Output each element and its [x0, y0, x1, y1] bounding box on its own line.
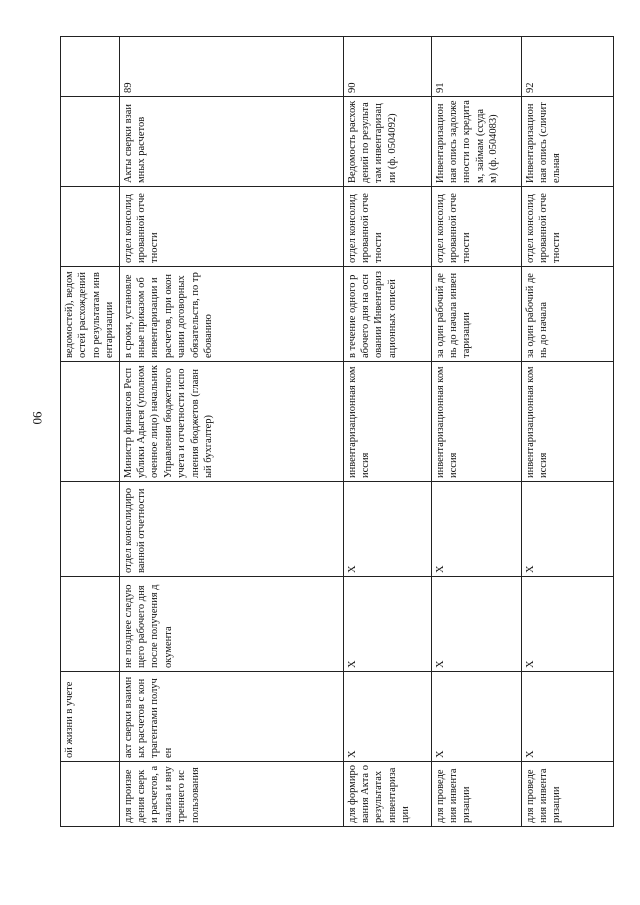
cell-basis: Х [521, 672, 613, 762]
cell-cont-4 [61, 482, 120, 577]
cell-purpose: для проведения инвентаризации [431, 762, 521, 827]
cell-basis: акт сверки взаимных расчетов с контрагентами получен [119, 672, 343, 762]
cell-basis: Х [343, 672, 431, 762]
cell-row-number: 91 [431, 37, 521, 97]
cell-doc-name: Ведомость расхождений по результатам инвентаризации (ф. 0504092) [343, 97, 431, 187]
table-row [343, 37, 431, 827]
cell-signer: инвентаризационная комиссия [521, 362, 613, 482]
cell-cont-1 [61, 762, 120, 827]
cell-doc-name: Инвентаризационная опись (сличительная [521, 97, 613, 187]
cell-deadline: в сроки, установленные приказом об инвентаризации и расчетов, при окончании договорных обязательств, по требованию [119, 267, 343, 362]
document-flow-table [60, 36, 614, 827]
cell-creator: отдел консолидированной отчетности [343, 187, 431, 267]
cell-recipient: Х [431, 482, 521, 577]
cell-doc-name: Инвентаризационная опись задолженности по кредитам, займам (ссудам) (ф. 0504083) [431, 97, 521, 187]
cell-transfer: не позднее следующего рабочего дня после получения документа [119, 577, 343, 672]
cell-cont-2: ой жизни в учете [61, 672, 120, 762]
cell-transfer: Х [521, 577, 613, 672]
cell-cont-6: ведомостей), ведомостей расхождений по результатам инвентаризации [61, 267, 120, 362]
cell-signer: инвентаризационная комиссия [343, 362, 431, 482]
cell-cont-8 [61, 97, 120, 187]
cell-creator: отдел консолидированной отчетности [431, 187, 521, 267]
table-row [119, 37, 343, 827]
cell-creator: отдел консолидированной отчетности [521, 187, 613, 267]
cell-deadline: за один рабочий день до начала [521, 267, 613, 362]
page-number: 90 [30, 411, 45, 425]
cell-row-number: 90 [343, 37, 431, 97]
document-table-frame [60, 37, 610, 827]
cell-deadline: за один рабочий день до начала инвентаризации [431, 267, 521, 362]
table-row [521, 37, 613, 827]
cell-cont-3 [61, 577, 120, 672]
cell-signer: инвентаризационная комиссия [431, 362, 521, 482]
cell-deadline: в течение одного рабочего дня на основании Инвентаризационных описей [343, 267, 431, 362]
cell-cont-5 [61, 362, 120, 482]
cell-transfer: Х [343, 577, 431, 672]
table-row-continuation [61, 37, 120, 827]
cell-row-number: 89 [119, 37, 343, 97]
cell-purpose: для формирования Акта о результатах инвентаризации [343, 762, 431, 827]
cell-cont-7 [61, 187, 120, 267]
cell-signer: Министр финансов Республики Адыгея (уполномоченное лицо) начальник Управления бюджетного учета и отчетности исполнения бюджетов (главный бухгалтер) [119, 362, 343, 482]
cell-basis: Х [431, 672, 521, 762]
cell-doc-name: Акты сверки взаимных расчетов [119, 97, 343, 187]
table-row [431, 37, 521, 827]
cell-row-number: 92 [521, 37, 613, 97]
cell-recipient: Х [343, 482, 431, 577]
cell-purpose: для произведения сверки расчетов, анализа и внутреннего использования [119, 762, 343, 827]
cell-transfer: Х [431, 577, 521, 672]
cell-cont-9 [61, 37, 120, 97]
cell-creator: отдел консолидированной отчетности [119, 187, 343, 267]
cell-recipient: отдел консолидированной отчетности [119, 482, 343, 577]
cell-recipient: Х [521, 482, 613, 577]
cell-purpose: для проведения инвентаризации [521, 762, 613, 827]
